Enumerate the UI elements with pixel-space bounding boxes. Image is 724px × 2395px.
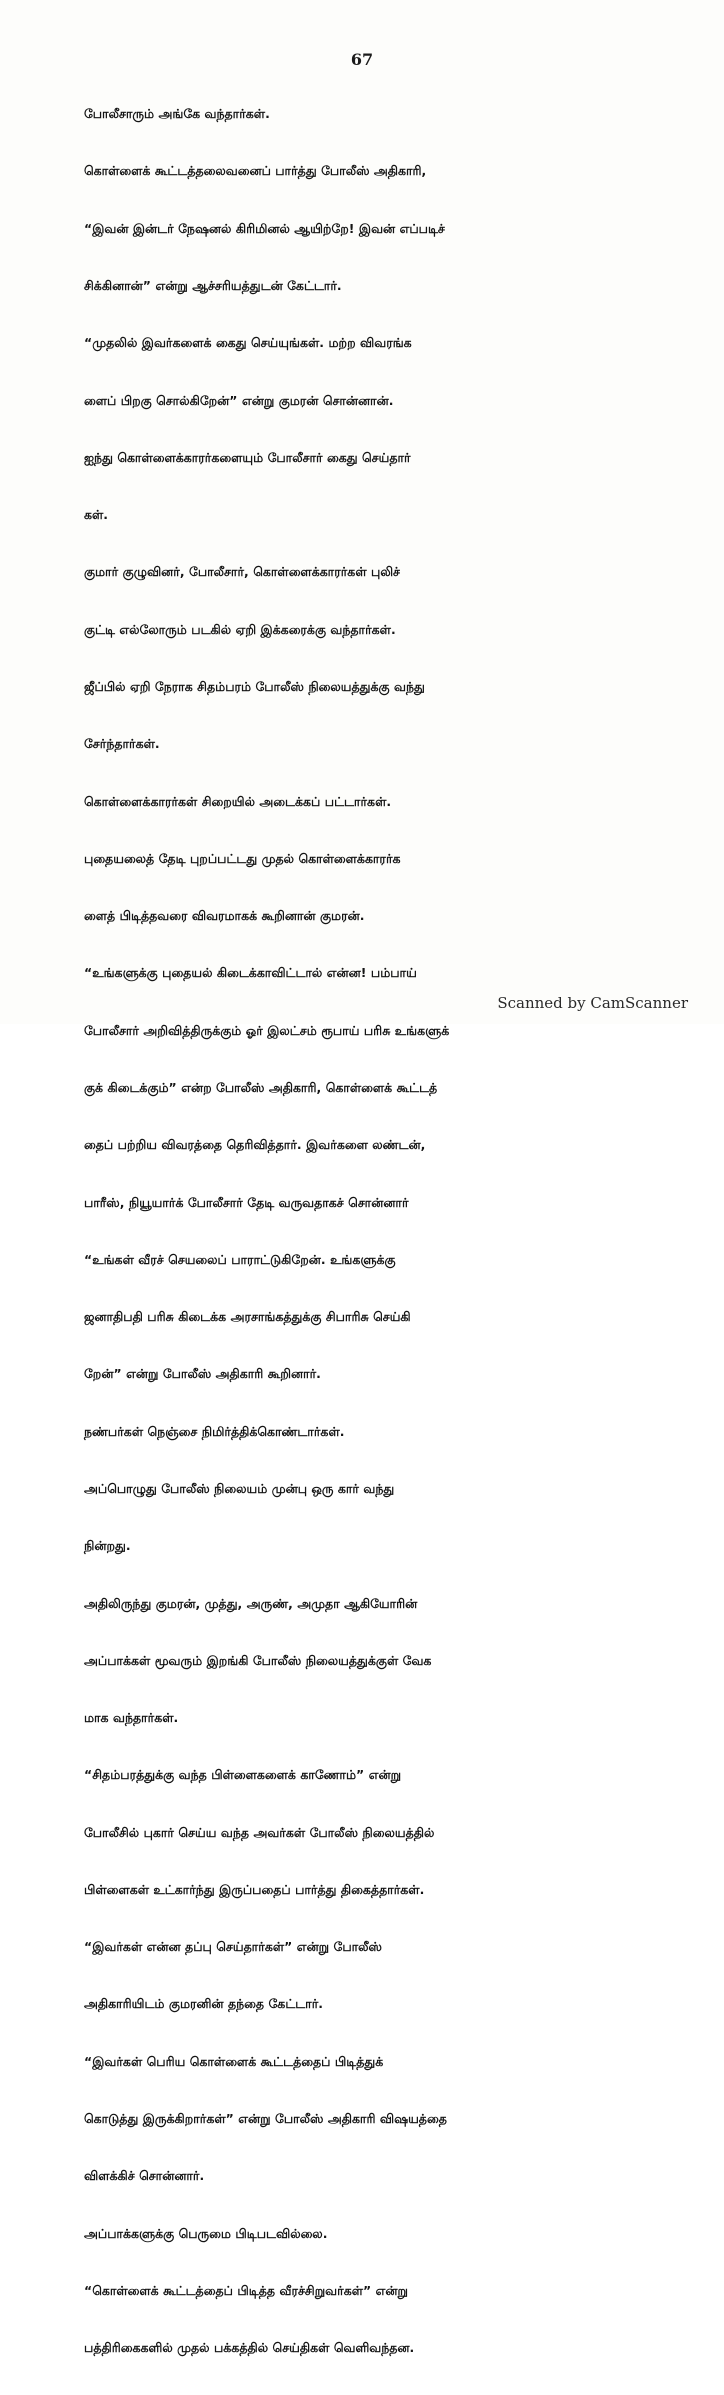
text-line: நண்பர்கள் நெஞ்சை நிமிர்த்திக்கொண்டார்கள். [84, 1423, 345, 1439]
text-line: அப்பொழுது போலீஸ் நிலையம் முன்பு ஒரு கார் வந்து [84, 1480, 395, 1496]
text-line: “முதலில் இவர்களைக் கைது செய்யுங்கள். மற்ற விவரங்க [84, 335, 412, 351]
page-body-text [84, 66, 674, 2395]
text-line: அப்பாக்களுக்கு பெருமை பிடிபடவில்லை. [84, 2225, 328, 2241]
text-line: ளைப் பிறகு சொல்கிறேன்” என்று குமரன் சொன்னான். [84, 392, 394, 408]
text-line: ளைத் பிடித்தவரை விவரமாகக் கூறினான் குமரன். [84, 908, 365, 924]
text-line: “உங்களுக்கு புதையல் கிடைக்காவிட்டால் என்ன! பம்பாய் [84, 965, 417, 981]
text-line: அதிகாரியிடம் குமரனின் தந்தை கேட்டார். [84, 1996, 324, 2012]
text-line: “இவர்கள் என்ன தப்பு செய்தார்கள்” என்று போலீஸ் [84, 1939, 382, 1955]
text-line: “சிதம்பரத்துக்கு வந்த பிள்ளைகளைக் காணோம்” என்று [84, 1767, 402, 1783]
text-line: குக் கிடைக்கும்” என்ற போலீஸ் அதிகாரி, கொள்ளைக் கூட்டத் [84, 1079, 438, 1095]
text-line: மாக வந்தார்கள். [84, 1710, 179, 1726]
text-line: “இவன் இன்டர் நேஷனல் கிரிமினல் ஆயிற்றே! இவன் எப்படிச் [84, 220, 445, 236]
text-line: அப்பாக்கள் மூவரும் இறங்கி போலீஸ் நிலையத்துக்குள் வேக [84, 1652, 432, 1668]
text-line: போலீசார் அறிவித்திருக்கும் ஓர் இலட்சம் ரூபாய் பரிசு உங்களுக் [84, 1022, 450, 1038]
text-line: குமார் குழுவினர், போலீசார், கொள்ளைக்காரர்கள் புலிச் [84, 564, 401, 580]
text-line: றேன்” என்று போலீஸ் அதிகாரி கூறினார். [84, 1366, 321, 1382]
text-line: பாரீஸ், நியூயார்க் போலீசார் தேடி வருவதாகச் சொன்னார் [84, 1194, 409, 1210]
text-line: “இவர்கள் பெரிய கொள்ளைக் கூட்டத்தைப் பிடித்துக் [84, 2053, 384, 2069]
text-line: கள். [84, 507, 109, 523]
text-line: கொடுத்து இருக்கிறார்கள்” என்று போலீஸ் அதிகாரி விஷயத்தை [84, 2111, 447, 2127]
text-line: புதையலைத் தேடி புறப்பட்டது முதல் கொள்ளைக்காரர்க [84, 850, 401, 866]
text-line: பத்திரிகைகளில் முதல் பக்கத்தில் செய்திகள் வெளிவந்தன. [84, 2340, 415, 2356]
text-line: பிள்ளைகள் உட்கார்ந்து இருப்பதைப் பார்த்து திகைத்தார்கள். [84, 1881, 425, 1897]
text-line: “கொள்ளைக் கூட்டத்தைப் பிடித்த வீரச்சிறுவர்கள்” என்று [84, 2282, 409, 2298]
text-line: கொள்ளைக் கூட்டத்தலைவனைப் பார்த்து போலீஸ் அதிகாரி, [84, 163, 427, 179]
text-line: அதிலிருந்து குமரன், முத்து, அருண், அமுதா ஆகியோரின் [84, 1595, 418, 1611]
text-line: ஜனாதிபதி பரிசு கிடைக்க அரசாங்கத்துக்கு சிபாரிசு செய்கி [84, 1309, 411, 1325]
text-line: விளக்கிச் சொன்னார். [84, 2168, 205, 2184]
text-line: போலீசில் புகார் செய்ய வந்த அவர்கள் போலீஸ் நிலையத்தில் [84, 1824, 435, 1840]
text-line: ஐந்து கொள்ளைக்காரர்களையும் போலீசார் கைது செய்தார் [84, 449, 411, 465]
page-number: 67 [350, 50, 374, 69]
text-line: குட்டி எல்லோரும் படகில் ஏறி இக்கரைக்கு வந்தார்கள். [84, 621, 396, 637]
text-line: சேர்ந்தார்கள். [84, 736, 160, 752]
text-line: நின்றது. [84, 1538, 131, 1554]
text-line: தைப் பற்றிய விவரத்தை தெரிவித்தார். இவர்களை லண்டன், [84, 1137, 426, 1153]
text-line: போலீசாரும் அங்கே வந்தார்கள். [84, 106, 270, 122]
text-line: சிக்கினான்” என்று ஆச்சரியத்துடன் கேட்டார். [84, 278, 342, 294]
text-line: ஜீப்பில் ஏறி நேராக சிதம்பரம் போலீஸ் நிலையத்துக்கு வந்து [84, 679, 425, 694]
text-line: கொள்ளைக்காரர்கள் சிறையில் அடைக்கப் பட்டார்கள். [84, 793, 392, 809]
scanner-watermark: Scanned by CamScanner [497, 994, 688, 1012]
text-line: “உங்கள் வீரச் செயலைப் பாராட்டுகிறேன். உங்களுக்கு [84, 1251, 396, 1267]
